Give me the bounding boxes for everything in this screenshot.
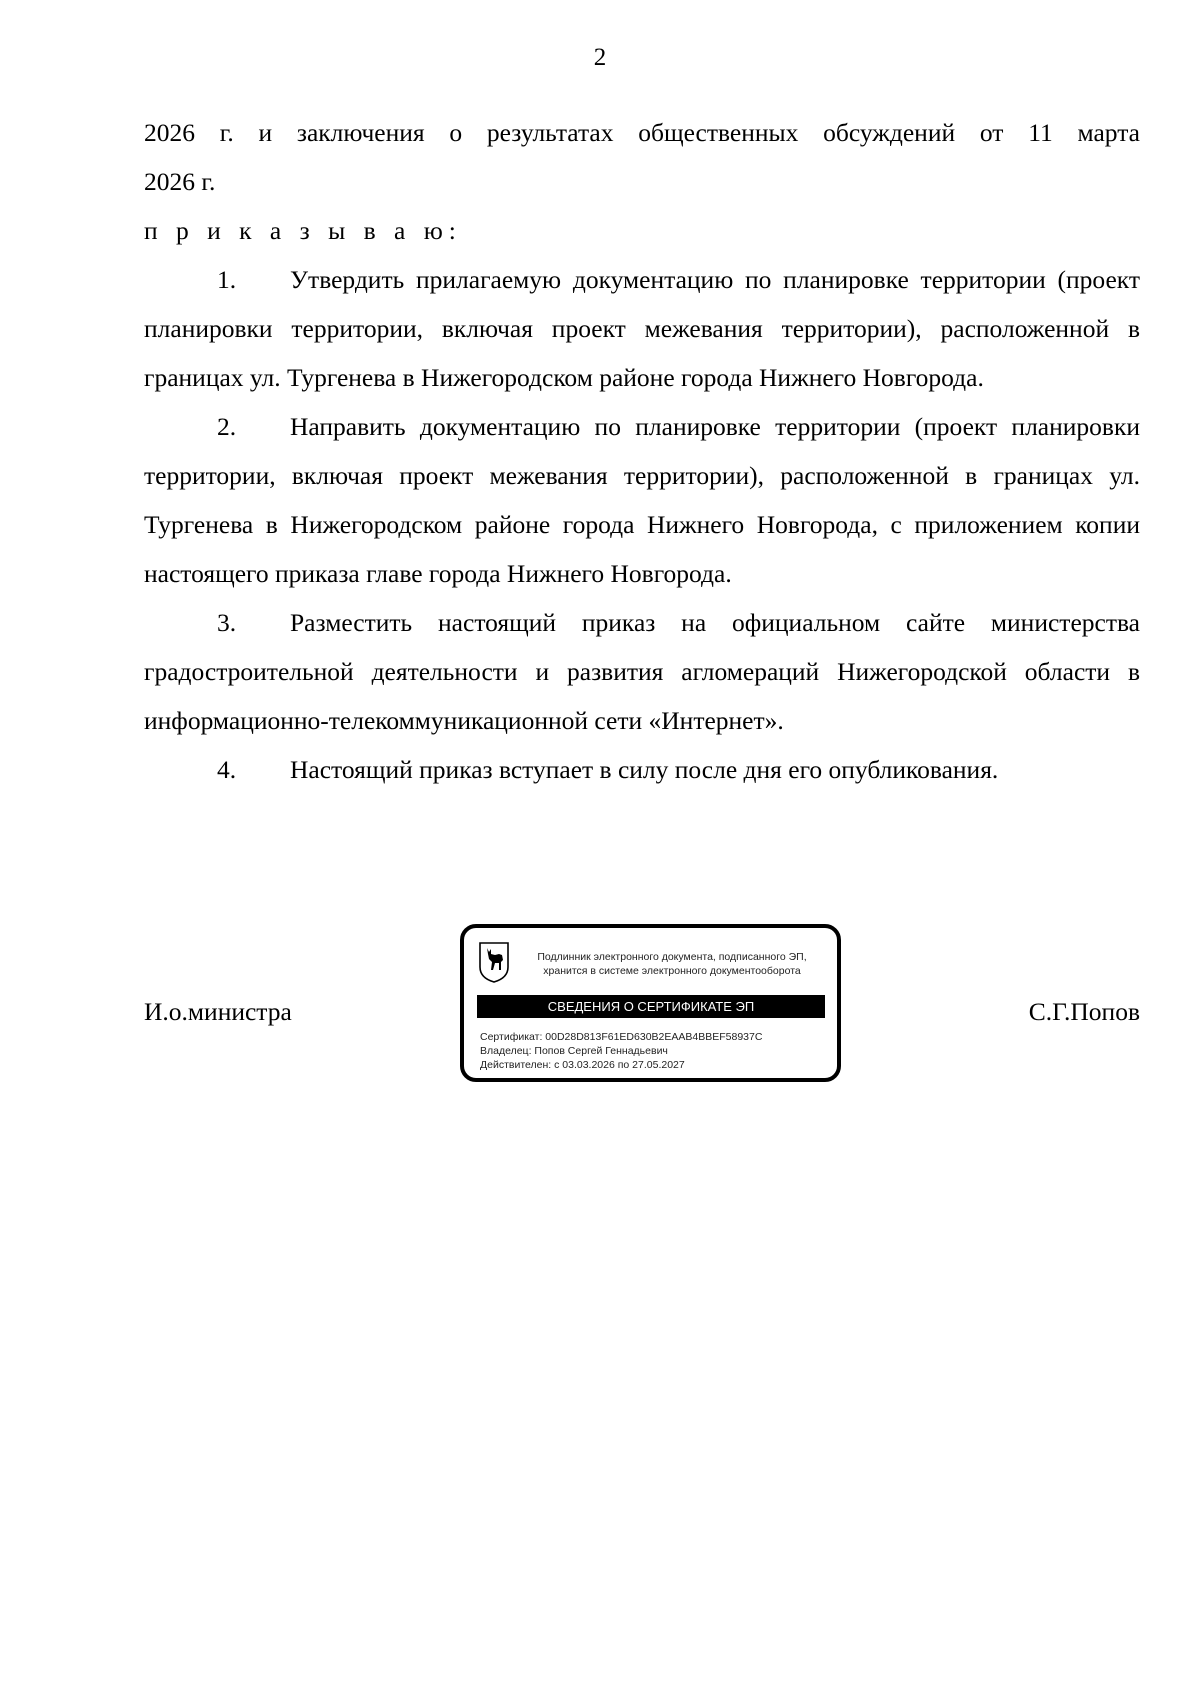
coat-of-arms-icon bbox=[478, 941, 510, 983]
order-item-3 bbox=[144, 598, 1140, 745]
intro-line-1: 2026 г. и заключения о результатах общественных обсуждений от 11 марта bbox=[144, 118, 1140, 147]
certificate-number: Сертификат: 00D28D813F61ED630B2EAAB4BBEF58937C bbox=[480, 1031, 763, 1043]
item-text: Направить документацию по планировке территории (проект планировки территории, включая проект межевания территории), расположенной в границах ул. Тургенева в Нижегородском районе города Нижнего Новгорода, с приложением копии настоящего приказа главе города Нижнего Новгорода. bbox=[144, 412, 1140, 588]
stamp-note-line-2: хранится в системе электронного документооборота bbox=[543, 965, 801, 977]
item-text: Настоящий приказ вступает в силу после дня его опубликования. bbox=[290, 755, 999, 784]
item-number: 4. bbox=[217, 755, 237, 784]
item-number: 2. bbox=[217, 412, 237, 441]
stamp-note-line-1: Подлинник электронного документа, подписанного ЭП, bbox=[537, 951, 807, 963]
stamp-header: СВЕДЕНИЯ О СЕРТИФИКАТЕ ЭП bbox=[477, 995, 825, 1018]
signatory-role: И.о.министра bbox=[144, 997, 292, 1026]
order-word: п р и к а з ы в а ю: bbox=[144, 216, 462, 245]
order-item-1 bbox=[144, 255, 1140, 402]
certificate-validity: Действителен: с 03.03.2026 по 27.05.2027 bbox=[480, 1059, 685, 1071]
document-body bbox=[144, 108, 1140, 794]
item-number: 3. bbox=[217, 608, 237, 637]
digital-signature-stamp bbox=[460, 924, 841, 1082]
item-number: 1. bbox=[217, 265, 237, 294]
certificate-details bbox=[480, 1030, 762, 1072]
order-item-2 bbox=[144, 402, 1140, 598]
stamp-note bbox=[522, 950, 822, 978]
page-number: 2 bbox=[593, 44, 607, 71]
signatory-name: С.Г.Попов bbox=[1028, 997, 1140, 1026]
item-text: Разместить настоящий приказ на официальном сайте министерства градостроительной деятельности и развития агломераций Нижегородской области в информационно-телекоммуникационной сети «Интернет». bbox=[144, 608, 1140, 735]
intro-line-2: 2026 г. bbox=[144, 167, 216, 196]
item-text: Утвердить прилагаемую документацию по планировке территории (проект планировки территории, включая проект межевания территории), расположенной в границах ул. Тургенева в Нижегородском районе города Нижнего Новгорода. bbox=[144, 265, 1140, 392]
order-item-4 bbox=[144, 745, 1140, 794]
certificate-owner: Владелец: Попов Сергей Геннадьевич bbox=[480, 1045, 668, 1057]
